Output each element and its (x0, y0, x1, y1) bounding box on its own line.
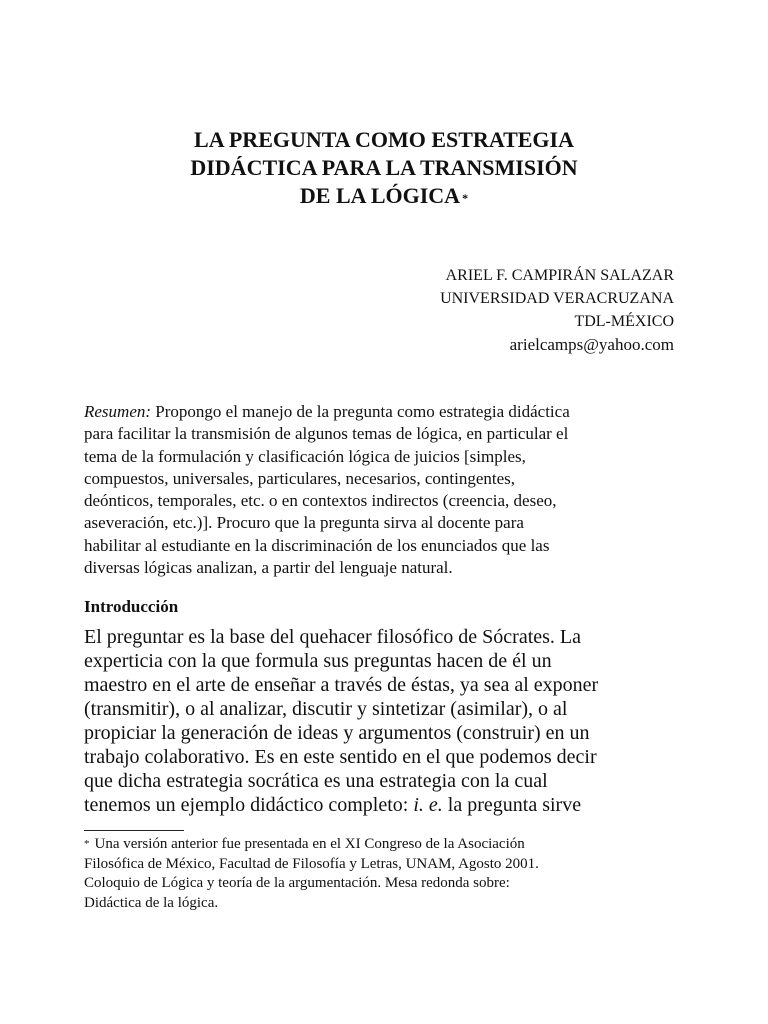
abstract (84, 401, 678, 579)
author-name: ARIEL F. CAMPIRÁN SALAZAR (445, 267, 674, 284)
body-line-start: tenemos un ejemplo didáctico completo: (84, 794, 414, 816)
title-line-3 (0, 182, 768, 210)
footnote (84, 835, 684, 913)
footnote-line: Coloquio de Lógica y teoría de la argumentación. Mesa redonda sobre: (84, 875, 510, 891)
footnote-line-text: Una versión anterior fue presentada en el XI Congreso de la Asociación (94, 836, 525, 852)
article-title (0, 126, 768, 210)
body-line: experticia con la que formula sus preguntas hacen de él un (84, 650, 552, 672)
title-line-3-text: DE LA LÓGICA (299, 183, 461, 208)
body-line: trabajo colaborativo. Es en este sentido en el que podemos decir (84, 746, 597, 768)
section-heading-introduction: Introducción (84, 597, 179, 616)
abstract-line (84, 401, 678, 423)
footnote-line (84, 835, 684, 855)
abstract-line: diversas lógicas analizan, a partir del lenguaje natural. (84, 558, 453, 578)
body-line: El preguntar es la base del quehacer filosófico de Sócrates. La (84, 626, 582, 648)
abstract-line: compuestos, universales, particulares, necesarios, contingentes, (84, 468, 516, 488)
abstract-line: aseveración, etc.)]. Procuro que la pregunta sirva al docente para (84, 513, 524, 533)
body-line-end: la pregunta sirve (442, 794, 582, 816)
title-line-2: DIDÁCTICA PARA LA TRANSMISIÓN (190, 155, 578, 180)
footnote-line: Didáctica de la lógica. (84, 894, 219, 911)
title-footnote-mark: * (462, 191, 469, 205)
author-affiliation: UNIVERSIDAD VERACRUZANA (440, 290, 674, 307)
body-line-italic: i. e. (413, 794, 443, 816)
author-block (440, 264, 674, 356)
body-line (84, 793, 684, 817)
footnote-mark: * (84, 838, 90, 850)
title-line-1: LA PREGUNTA COMO ESTRATEGIA (194, 127, 574, 152)
body-line: propiciar la generación de ideas y argumentos (construir) en un (84, 722, 590, 744)
author-group: TDL-MÉXICO (574, 313, 674, 330)
abstract-line: tema de la formulación y clasificación lógica de juicios [simples, (84, 446, 526, 466)
footnote-divider (84, 830, 184, 831)
body-line: (transmitir), o al analizar, discutir y sintetizar (asimilar), o al (84, 698, 568, 720)
abstract-label: Resumen: (84, 402, 152, 421)
introduction-body (84, 625, 684, 817)
abstract-line: deónticos, temporales, etc. o en contextos indirectos (creencia, deseo, (84, 491, 557, 511)
abstract-line: habilitar al estudiante en la discriminación de los enunciados que las (84, 535, 550, 555)
abstract-line: para facilitar la transmisión de algunos temas de lógica, en particular el (84, 424, 569, 444)
author-email: arielcamps@yahoo.com (509, 335, 674, 354)
body-line: que dicha estrategia socrática es una estrategia con la cual (84, 770, 548, 792)
body-line: maestro en el arte de enseñar a través de éstas, ya sea al exponer (84, 674, 599, 696)
footnote-line: Filosófica de México, Facultad de Filosofía y Letras, UNAM, Agosto 2001. (84, 855, 539, 872)
abstract-line-text: Propongo el manejo de la pregunta como estrategia didáctica (151, 402, 570, 421)
